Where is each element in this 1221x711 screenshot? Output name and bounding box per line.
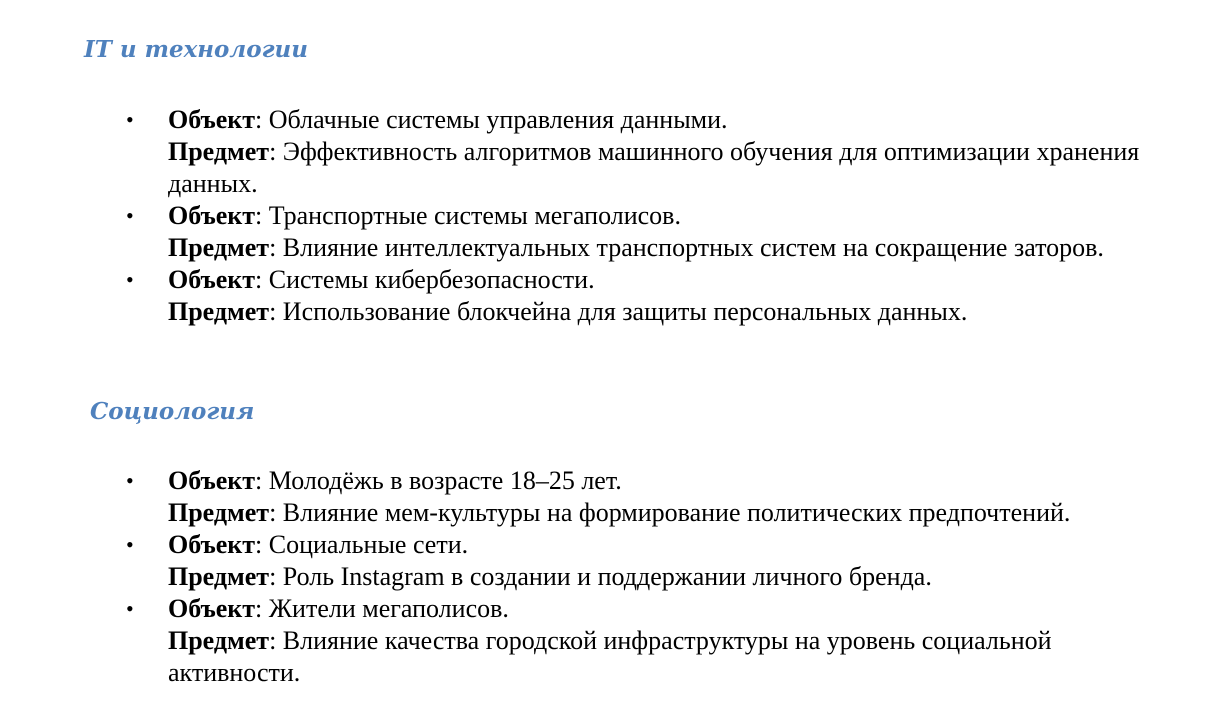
object-text: : Молодёжь в возрасте 18–25 лет. (255, 466, 622, 495)
subject-text: : Использование блокчейна для защиты персональных данных. (269, 297, 968, 326)
list-item (0, 593, 1178, 689)
object-label: Объект (168, 201, 256, 230)
object-line (168, 104, 1178, 136)
object-label: Объект (168, 594, 256, 623)
subject-text: : Влияние качества городской инфраструктуры на уровень социальной активности. (168, 626, 1052, 687)
subject-text: : Эффективность алгоритмов машинного обучения для оптимизации хранения данных. (168, 137, 1140, 198)
object-text: : Облачные системы управления данными. (255, 105, 728, 134)
section-heading-it: IT и технологии (84, 36, 308, 63)
subject-text: : Влияние мем-культуры на формирование политических предпочтений. (269, 498, 1071, 527)
section-heading-sociology: Социология (90, 398, 255, 425)
subject-line (168, 296, 1178, 328)
subject-label: Предмет (168, 137, 270, 166)
object-text: : Системы кибербезопасности. (255, 265, 595, 294)
list-item (0, 465, 1178, 529)
subject-label: Предмет (168, 562, 270, 591)
object-line (168, 264, 1178, 296)
subject-line (168, 232, 1178, 264)
object-label: Объект (168, 466, 256, 495)
object-line (168, 200, 1178, 232)
list-item (0, 264, 1178, 328)
subject-label: Предмет (168, 626, 270, 655)
object-line (168, 465, 1178, 497)
subject-text: : Влияние интеллектуальных транспортных систем на сокращение заторов. (269, 233, 1104, 262)
subject-line (168, 497, 1178, 529)
bullet-icon: • (126, 532, 134, 557)
bullet-list-it (0, 104, 1178, 328)
bullet-icon: • (126, 267, 134, 292)
object-text: : Социальные сети. (255, 530, 469, 559)
object-label: Объект (168, 530, 256, 559)
object-text: : Жители мегаполисов. (255, 594, 509, 623)
bullet-icon: • (126, 107, 134, 132)
object-text: : Транспортные системы мегаполисов. (255, 201, 681, 230)
bullet-icon: • (126, 203, 134, 228)
bullet-icon: • (126, 468, 134, 493)
subject-label: Предмет (168, 297, 270, 326)
subject-line (168, 625, 1178, 689)
subject-text: : Роль Instagram в создании и поддержании личного бренда. (269, 562, 932, 591)
subject-label: Предмет (168, 498, 270, 527)
object-label: Объект (168, 265, 256, 294)
object-label: Объект (168, 105, 256, 134)
subject-label: Предмет (168, 233, 270, 262)
subject-line (168, 561, 1178, 593)
bullet-list-sociology (0, 465, 1178, 689)
list-item (0, 104, 1178, 200)
object-line (168, 529, 1178, 561)
subject-line (168, 136, 1178, 200)
list-item (0, 200, 1178, 264)
list-item (0, 529, 1178, 593)
bullet-icon: • (126, 596, 134, 621)
object-line (168, 593, 1178, 625)
